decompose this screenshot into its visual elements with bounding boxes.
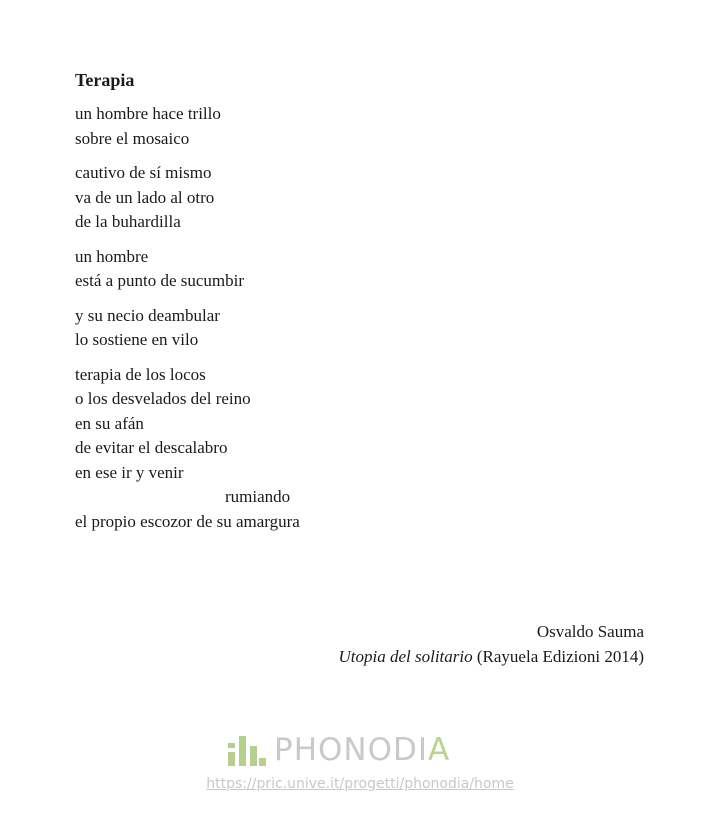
phonodia-logo [228,730,498,770]
poem-title: Terapia [75,70,135,90]
stanza [75,304,635,353]
attribution [339,619,645,669]
poem [75,68,635,544]
poem-line: lo sostiene en vilo [75,330,199,349]
source-citation [339,644,645,669]
poem-line: terapia de los locos [75,364,206,384]
poem-line: en su afán [75,413,144,433]
author-name: Osvaldo Sauma [536,622,644,641]
publication-info: (Rayuela Edizioni 2014) [476,647,644,666]
project-url-link[interactable]: https://pric.unive.it/progetti/phonodia/home [206,776,514,792]
poem-line: de evitar el descalabro [75,438,228,457]
poem-line: de la buhardilla [75,212,181,231]
poem-line: y su necio deambular [75,305,220,325]
logo-wordmark [274,730,450,770]
poem-line: va de un lado al otro [75,187,215,207]
stanza [75,363,635,535]
poem-line: un hombre hace trillo [75,104,221,123]
poem-line: está a punto de sucumbir [75,271,245,290]
logo-text-main: PHONODI [274,732,429,768]
poem-line: el propio escozor de su amargura [75,511,300,531]
stanza [75,245,635,294]
poem-line: un hombre [75,246,149,266]
bar-chart-icon [228,734,266,766]
stanza [75,161,635,235]
book-title: Utopia del solitario [338,647,473,666]
logo-text-accent: A [428,732,451,768]
stanza [75,102,635,151]
poem-line: cautivo de sí mismo [75,163,212,182]
poem-line: sobre el mosaico [75,128,190,148]
poem-line-indented: rumiando [225,487,291,506]
poem-line: o los desvelados del reino [75,389,251,408]
poem-line: en ese ir y venir [75,462,184,482]
